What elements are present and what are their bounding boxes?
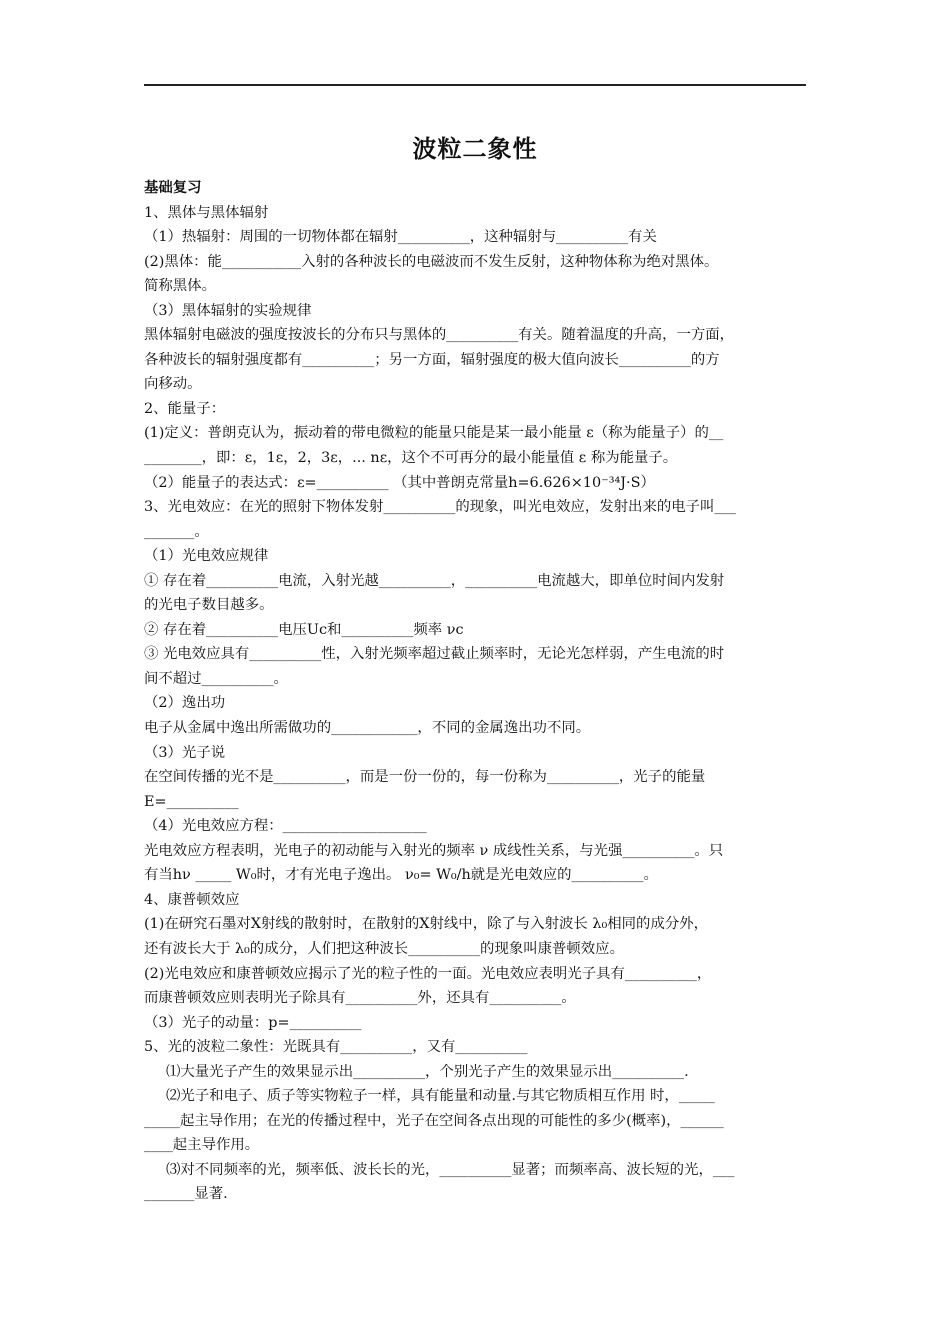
text-line: 电子从金属中逸出所需做功的____________，不同的金属逸出功不同。 xyxy=(144,720,591,737)
text-line: 5、光的波粒二象性：光既具有__________，又有__________ xyxy=(144,1039,528,1056)
text-line: 各种波长的辐射强度都有__________；另一方面，辐射强度的极大值向波长__________的方 xyxy=(144,351,720,368)
text-line: (2)光电效应和康普顿效应揭示了光的粒子性的一面。光电效应表明光子具有__________， xyxy=(144,965,712,982)
text-line: ③ 光电效应具有__________性，入射光频率超过截止频率时，无论光怎样弱，产生电流的时 xyxy=(144,646,725,663)
text-line: 简称黑体。 xyxy=(144,278,216,295)
text-line: 光电效应方程表明，光电子的初动能与入射光的频率 ν 成线性关系，与光强__________。只 xyxy=(144,842,724,859)
header-rule xyxy=(144,84,806,86)
text-line: 4、康普顿效应 xyxy=(144,891,240,908)
text-line: 间不超过__________。 xyxy=(144,670,288,687)
page-title: 波粒二象性 xyxy=(412,135,538,163)
text-line: 的光电子数目越多。 xyxy=(144,597,274,614)
text-line: _____起主导作用；在光的传播过程中，光子在空间各点出现的可能性的多少(概率)，______ xyxy=(144,1112,724,1129)
text-line: 2、能量子： xyxy=(144,400,226,417)
text-line: 而康普顿效应则表明光子除具有__________外，还具有__________。 xyxy=(144,990,576,1007)
text-line: _______。 xyxy=(144,523,209,540)
text-line: ____起主导作用。 xyxy=(144,1137,260,1154)
text-line: ① 存在着__________电流，入射光越__________，__________电流越大，即单位时间内发射 xyxy=(144,572,725,589)
text-line: （2）逸出功 xyxy=(144,695,226,712)
text-line: （4）光电效应方程：____________________ xyxy=(144,818,427,835)
text-line: 黑体辐射电磁波的强度按波长的分布只与黑体的__________有关。随着温度的升高，一方面， xyxy=(144,327,735,344)
text-line: 还有波长大于 λ₀的成分，人们把这种波长__________的现象叫康普顿效应。 xyxy=(144,940,624,957)
text-line: 向移动。 xyxy=(144,376,202,393)
text-line: _______显著. xyxy=(144,1186,228,1203)
section-heading: 基础复习 xyxy=(144,180,202,196)
text-line: 在空间传播的光不是__________，而是一份一份的，每一份称为__________，光子的能量 xyxy=(144,769,706,786)
text-line: ② 存在着__________电压Uc和__________频率 νc xyxy=(144,621,464,638)
text-line: (1)定义：普朗克认为，振动着的带电微粒的能量只能是某一最小能量 ε（称为能量子）的__ xyxy=(144,425,724,442)
text-line: (2)黑体：能___________入射的各种波长的电磁波而不发生反射，这种物体称为绝对黑体。 xyxy=(144,253,719,270)
text-line: 1、黑体与黑体辐射 xyxy=(144,204,269,221)
text-line: （3）黑体辐射的实验规律 xyxy=(144,302,312,319)
text-line: （1）热辐射：周围的一切物体都在辐射__________，这种辐射与__________有关 xyxy=(144,229,657,246)
text-line: （3）光子说 xyxy=(144,744,226,761)
text-line: （3）光子的动量：p=__________ xyxy=(144,1014,362,1031)
text-line: ⑴大量光子产生的效果显示出__________，个别光子产生的效果显示出__________. xyxy=(166,1063,689,1080)
text-line: 3、光电效应：在光的照射下物体发射__________的现象，叫光电效应，发射出来的电子叫___ xyxy=(144,499,736,516)
text-line: （1）光电效应规律 xyxy=(144,548,269,565)
text-line: 有当hν _____ W₀时，才有光电子逸出。 ν₀= W₀/h就是光电效应的__________。 xyxy=(144,867,658,884)
text-line: ⑵光子和电子、质子等实物粒子一样，具有能量和动量.与其它物质相互作用 时，_____ xyxy=(166,1088,715,1105)
text-line: E=__________ xyxy=(144,793,239,810)
text-line: ⑶对不同频率的光，频率低、波长长的光，__________显著；而频率高、波长短的光，___ xyxy=(166,1161,735,1178)
document-body xyxy=(144,176,808,1207)
text-line: ________，即：ε，1ε，2，3ε，... nε，这个不可再分的最小能量值 ε 称为能量子。 xyxy=(144,450,678,467)
text-line: （2）能量子的表达式：ε=__________ （其中普朗克常量h=6.626×10⁻³⁴J·S） xyxy=(144,474,655,491)
text-line: (1)在研究石墨对X射线的散射时，在散射的X射线中，除了与入射波长 λ₀相同的成分外， xyxy=(144,916,709,933)
